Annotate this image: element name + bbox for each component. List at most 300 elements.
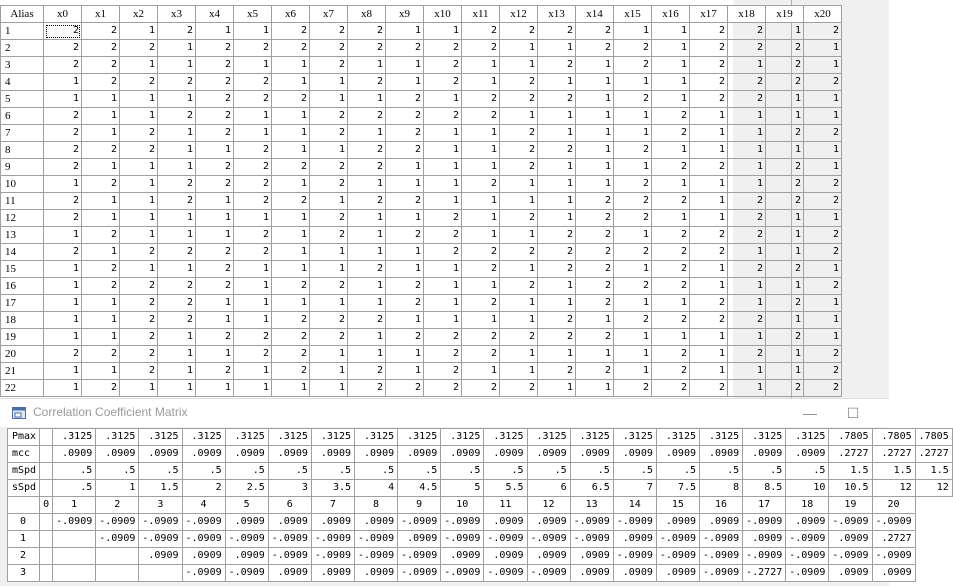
grid-cell[interactable]: 2 xyxy=(576,363,614,380)
grid-cell[interactable]: 2 xyxy=(690,74,728,91)
matrix-cell[interactable]: -.0909 xyxy=(700,548,743,565)
grid-cell[interactable]: 2 xyxy=(766,57,804,74)
grid-cell[interactable]: 1 xyxy=(728,142,766,159)
matrix-row-label[interactable]: 0 xyxy=(8,514,40,531)
grid-cell[interactable]: 2 xyxy=(196,329,234,346)
grid-cell[interactable]: 1 xyxy=(310,346,348,363)
grid-cell[interactable]: 2 xyxy=(44,108,82,125)
grid-cell[interactable]: 2 xyxy=(728,40,766,57)
grid-cell[interactable]: 1 xyxy=(424,278,462,295)
grid-cell[interactable]: 1 xyxy=(424,193,462,210)
grid-cell[interactable]: 2 xyxy=(82,40,120,57)
grid-cell[interactable]: 2 xyxy=(804,176,842,193)
stat-cell[interactable]: 4 xyxy=(355,480,398,497)
matrix-cell[interactable]: -.0909 xyxy=(182,531,225,548)
grid-cell[interactable]: 1 xyxy=(272,244,310,261)
grid-cell[interactable]: 2 xyxy=(158,312,196,329)
grid-cell[interactable]: 1 xyxy=(386,57,424,74)
grid-cell[interactable]: 1 xyxy=(424,261,462,278)
grid-cell[interactable]: 2 xyxy=(576,329,614,346)
grid-cell[interactable]: 2 xyxy=(196,261,234,278)
stat-cell[interactable]: .5 xyxy=(743,463,786,480)
grid-cell[interactable]: 2 xyxy=(82,74,120,91)
grid-cell[interactable]: 1 xyxy=(652,57,690,74)
grid-cell[interactable]: 1 xyxy=(348,176,386,193)
grid-cell[interactable]: 1 xyxy=(766,244,804,261)
grid-cell[interactable]: 2 xyxy=(386,278,424,295)
grid-cell[interactable]: 2 xyxy=(272,23,310,40)
grid-cell[interactable]: 1 xyxy=(120,193,158,210)
grid-cell[interactable]: 1 xyxy=(348,244,386,261)
grid-cell[interactable]: 1 xyxy=(690,363,728,380)
matrix-cell[interactable] xyxy=(96,548,139,565)
grid-cell[interactable]: 1 xyxy=(728,295,766,312)
grid-cell[interactable]: 1 xyxy=(348,57,386,74)
grid-cell[interactable]: 1 xyxy=(690,329,728,346)
grid-cell[interactable]: 1 xyxy=(158,210,196,227)
stat-cell[interactable]: .3125 xyxy=(484,429,527,446)
grid-cell[interactable]: 2 xyxy=(652,346,690,363)
grid-cell[interactable]: 1 xyxy=(538,278,576,295)
matrix-cell[interactable]: .0909 xyxy=(398,531,441,548)
grid-cell[interactable]: 1 xyxy=(462,227,500,244)
matrix-row-label[interactable]: 2 xyxy=(8,548,40,565)
matrix-cell[interactable]: -.0909 xyxy=(570,531,613,548)
grid-cell[interactable]: 1 xyxy=(196,227,234,244)
index-header-cell[interactable]: 0 xyxy=(40,497,53,514)
matrix-cell[interactable]: .0909 xyxy=(355,514,398,531)
grid-cell[interactable]: 2 xyxy=(272,363,310,380)
grid-cell[interactable]: 2 xyxy=(196,108,234,125)
grid-cell[interactable]: 1 xyxy=(614,329,652,346)
grid-cell[interactable]: 2 xyxy=(652,244,690,261)
grid-cell[interactable]: 1 xyxy=(652,176,690,193)
stat-cell[interactable]: .5 xyxy=(53,480,96,497)
grid-cell[interactable]: 2 xyxy=(272,159,310,176)
grid-cell[interactable]: 1 xyxy=(462,193,500,210)
stat-cell[interactable]: .3125 xyxy=(355,429,398,446)
matrix-cell[interactable] xyxy=(53,565,96,582)
grid-cell[interactable]: 1 xyxy=(804,295,842,312)
grid-cell[interactable]: 1 xyxy=(44,363,82,380)
grid-cell[interactable]: 1 xyxy=(462,278,500,295)
column-header-x17[interactable]: x17 xyxy=(690,6,728,23)
grid-cell[interactable]: 2 xyxy=(272,91,310,108)
grid-cell[interactable]: 2 xyxy=(690,57,728,74)
grid-cell[interactable]: 2 xyxy=(728,312,766,329)
grid-cell[interactable]: 2 xyxy=(424,244,462,261)
grid-cell[interactable]: 1 xyxy=(690,176,728,193)
grid-cell[interactable]: 2 xyxy=(44,40,82,57)
matrix-row-label[interactable]: 1 xyxy=(8,531,40,548)
grid-cell[interactable]: 2 xyxy=(348,142,386,159)
grid-cell[interactable]: 2 xyxy=(728,74,766,91)
grid-cell[interactable]: 1 xyxy=(310,142,348,159)
matrix-cell[interactable]: -.0909 xyxy=(96,514,139,531)
row-header[interactable]: 1 xyxy=(1,23,44,40)
grid-cell[interactable]: 2 xyxy=(386,108,424,125)
row-header[interactable]: 10 xyxy=(1,176,44,193)
matrix-cell[interactable] xyxy=(53,548,96,565)
grid-cell[interactable]: 1 xyxy=(804,40,842,57)
grid-cell[interactable]: 1 xyxy=(500,261,538,278)
grid-cell[interactable]: 1 xyxy=(462,57,500,74)
stat-row-label[interactable]: sSpd xyxy=(8,480,40,497)
grid-cell[interactable]: 1 xyxy=(44,278,82,295)
stat-cell[interactable]: .5 xyxy=(268,463,311,480)
matrix-cell[interactable]: -.0909 xyxy=(613,548,656,565)
matrix-cell[interactable]: -.0909 xyxy=(441,565,484,582)
grid-cell[interactable]: 2 xyxy=(44,159,82,176)
stat-cell[interactable]: .5 xyxy=(656,463,699,480)
grid-cell[interactable]: 1 xyxy=(538,40,576,57)
stat-cell[interactable]: .5 xyxy=(484,463,527,480)
column-header-x5[interactable]: x5 xyxy=(234,6,272,23)
grid-cell[interactable]: 1 xyxy=(766,278,804,295)
grid-cell[interactable]: 1 xyxy=(158,346,196,363)
index-header-cell[interactable]: 10 xyxy=(441,497,484,514)
grid-cell[interactable]: 2 xyxy=(424,108,462,125)
grid-cell[interactable]: 1 xyxy=(652,23,690,40)
grid-cell[interactable]: 2 xyxy=(44,57,82,74)
grid-cell[interactable]: 1 xyxy=(728,329,766,346)
grid-cell[interactable]: 2 xyxy=(158,176,196,193)
grid-cell[interactable]: 1 xyxy=(158,57,196,74)
grid-cell[interactable]: 1 xyxy=(196,142,234,159)
stat-cell[interactable]: .3125 xyxy=(700,429,743,446)
grid-cell[interactable]: 2 xyxy=(234,91,272,108)
grid-cell[interactable]: 1 xyxy=(82,329,120,346)
grid-cell[interactable]: 1 xyxy=(158,125,196,142)
matrix-cell[interactable]: -.0909 xyxy=(441,514,484,531)
stat-cell[interactable]: .7805 xyxy=(915,429,952,446)
matrix-cell[interactable] xyxy=(96,565,139,582)
row-header[interactable]: 22 xyxy=(1,380,44,397)
stat-cell[interactable]: .5 xyxy=(182,463,225,480)
grid-cell[interactable]: 2 xyxy=(500,210,538,227)
grid-cell[interactable]: 2 xyxy=(538,244,576,261)
grid-cell[interactable]: 2 xyxy=(804,278,842,295)
grid-cell[interactable]: 2 xyxy=(728,261,766,278)
grid-cell[interactable]: 1 xyxy=(462,312,500,329)
grid-cell[interactable]: 1 xyxy=(272,108,310,125)
grid-cell[interactable]: 2 xyxy=(576,40,614,57)
grid-cell[interactable]: 2 xyxy=(196,91,234,108)
stat-cell[interactable]: .3125 xyxy=(441,429,484,446)
matrix-cell[interactable]: -.0909 xyxy=(872,514,915,531)
grid-cell[interactable]: 1 xyxy=(424,125,462,142)
grid-cell[interactable]: 2 xyxy=(386,193,424,210)
stat-cell[interactable]: .0909 xyxy=(786,446,829,463)
matrix-cell[interactable]: -.0909 xyxy=(182,514,225,531)
grid-cell[interactable]: 2 xyxy=(500,74,538,91)
grid-cell[interactable]: 2 xyxy=(462,380,500,397)
column-header-x16[interactable]: x16 xyxy=(652,6,690,23)
grid-cell[interactable]: 1 xyxy=(196,210,234,227)
blank-cell[interactable] xyxy=(40,429,53,446)
grid-cell[interactable]: 1 xyxy=(386,244,424,261)
grid-cell[interactable]: 1 xyxy=(500,346,538,363)
grid-cell[interactable]: 2 xyxy=(196,176,234,193)
grid-cell[interactable]: 2 xyxy=(614,40,652,57)
grid-cell[interactable]: 2 xyxy=(766,329,804,346)
index-header-cell[interactable]: 9 xyxy=(398,497,441,514)
stat-cell[interactable]: 5.5 xyxy=(484,480,527,497)
row-header[interactable]: 9 xyxy=(1,159,44,176)
grid-cell[interactable]: 1 xyxy=(500,57,538,74)
grid-cell[interactable]: 1 xyxy=(272,261,310,278)
grid-cell[interactable]: 2 xyxy=(386,91,424,108)
matrix-cell[interactable]: -.0909 xyxy=(398,565,441,582)
grid-cell[interactable]: 1 xyxy=(728,380,766,397)
matrix-cell[interactable]: -.0909 xyxy=(96,531,139,548)
matrix-cell[interactable]: .0909 xyxy=(311,514,354,531)
grid-cell[interactable]: 2 xyxy=(386,380,424,397)
grid-cell[interactable]: 1 xyxy=(576,57,614,74)
stat-cell[interactable]: .5 xyxy=(355,463,398,480)
index-header-cell[interactable]: 13 xyxy=(570,497,613,514)
stat-row-label[interactable]: mcc xyxy=(8,446,40,463)
stat-row-label[interactable]: Pmax xyxy=(8,429,40,446)
grid-cell[interactable]: 2 xyxy=(690,312,728,329)
grid-cell[interactable]: 1 xyxy=(728,363,766,380)
grid-cell[interactable]: 1 xyxy=(120,23,158,40)
grid-cell[interactable]: 2 xyxy=(652,261,690,278)
grid-cell[interactable]: 1 xyxy=(804,91,842,108)
stat-cell[interactable]: .2727 xyxy=(829,446,872,463)
index-header-cell[interactable]: 16 xyxy=(700,497,743,514)
grid-cell[interactable]: 1 xyxy=(310,193,348,210)
stat-cell[interactable]: .0909 xyxy=(268,446,311,463)
stat-row-label[interactable]: mSpd xyxy=(8,463,40,480)
grid-cell[interactable]: 2 xyxy=(614,57,652,74)
grid-cell[interactable]: 2 xyxy=(690,40,728,57)
grid-cell[interactable]: 1 xyxy=(576,312,614,329)
column-header-x0[interactable]: x0 xyxy=(44,6,82,23)
grid-cell[interactable]: 2 xyxy=(690,295,728,312)
grid-cell[interactable]: 1 xyxy=(158,363,196,380)
grid-cell[interactable]: 2 xyxy=(766,74,804,91)
grid-cell[interactable]: 1 xyxy=(310,91,348,108)
matrix-cell[interactable]: .0909 xyxy=(225,514,268,531)
grid-cell[interactable]: 2 xyxy=(158,108,196,125)
row-header[interactable]: 4 xyxy=(1,74,44,91)
grid-cell[interactable]: 2 xyxy=(120,125,158,142)
grid-cell[interactable]: 2 xyxy=(348,312,386,329)
grid-cell[interactable]: 2 xyxy=(652,278,690,295)
grid-cell[interactable]: 2 xyxy=(500,142,538,159)
grid-cell[interactable]: 2 xyxy=(576,210,614,227)
matrix-cell[interactable] xyxy=(53,531,96,548)
grid-cell[interactable]: 1 xyxy=(272,227,310,244)
stat-cell[interactable]: 1 xyxy=(96,480,139,497)
grid-cell[interactable]: 1 xyxy=(690,278,728,295)
grid-cell[interactable]: 1 xyxy=(120,210,158,227)
grid-cell[interactable]: 1 xyxy=(158,227,196,244)
column-header-x4[interactable]: x4 xyxy=(196,6,234,23)
row-header[interactable]: 13 xyxy=(1,227,44,244)
stat-cell[interactable]: 7 xyxy=(613,480,656,497)
grid-cell[interactable]: 1 xyxy=(652,142,690,159)
row-header[interactable]: 18 xyxy=(1,312,44,329)
grid-cell[interactable]: 2 xyxy=(424,363,462,380)
grid-cell[interactable]: 2 xyxy=(310,23,348,40)
grid-cell[interactable]: 1 xyxy=(538,346,576,363)
grid-cell[interactable]: 2 xyxy=(690,23,728,40)
grid-cell[interactable]: 1 xyxy=(652,329,690,346)
matrix-cell[interactable]: -.0909 xyxy=(700,565,743,582)
row-header[interactable]: 5 xyxy=(1,91,44,108)
grid-cell[interactable]: 2 xyxy=(196,159,234,176)
grid-cell[interactable]: 1 xyxy=(576,346,614,363)
grid-cell[interactable]: 2 xyxy=(728,346,766,363)
stat-cell[interactable]: .5 xyxy=(786,463,829,480)
grid-cell[interactable]: 1 xyxy=(196,380,234,397)
grid-cell[interactable]: 1 xyxy=(44,261,82,278)
grid-cell[interactable]: 2 xyxy=(44,244,82,261)
grid-cell[interactable]: 2 xyxy=(424,40,462,57)
stat-cell[interactable]: .3125 xyxy=(570,429,613,446)
matrix-cell[interactable]: .0909 xyxy=(225,548,268,565)
matrix-cell[interactable]: -.0909 xyxy=(743,514,786,531)
column-header-x8[interactable]: x8 xyxy=(348,6,386,23)
grid-cell[interactable]: 1 xyxy=(766,23,804,40)
grid-cell[interactable]: 2 xyxy=(44,23,82,40)
grid-cell[interactable]: 1 xyxy=(44,227,82,244)
matrix-cell[interactable]: -.0909 xyxy=(398,514,441,531)
grid-cell[interactable]: 2 xyxy=(348,159,386,176)
stat-cell[interactable]: .0909 xyxy=(527,446,570,463)
grid-cell[interactable]: 1 xyxy=(462,74,500,91)
grid-cell[interactable]: 1 xyxy=(158,142,196,159)
grid-cell[interactable]: 2 xyxy=(310,159,348,176)
matrix-cell[interactable]: .0909 xyxy=(268,565,311,582)
stat-cell[interactable]: .3125 xyxy=(139,429,182,446)
grid-cell[interactable]: 2 xyxy=(272,40,310,57)
grid-cell[interactable]: 2 xyxy=(804,380,842,397)
grid-cell[interactable]: 1 xyxy=(500,363,538,380)
grid-cell[interactable]: 2 xyxy=(158,23,196,40)
stat-cell[interactable]: .5 xyxy=(96,463,139,480)
grid-cell[interactable]: 1 xyxy=(804,159,842,176)
grid-cell[interactable]: 2 xyxy=(690,159,728,176)
grid-cell[interactable]: 2 xyxy=(424,57,462,74)
grid-cell[interactable]: 2 xyxy=(348,108,386,125)
grid-cell[interactable]: 1 xyxy=(386,261,424,278)
column-header-x2[interactable]: x2 xyxy=(120,6,158,23)
grid-cell[interactable]: 1 xyxy=(234,380,272,397)
grid-cell[interactable]: 2 xyxy=(462,91,500,108)
matrix-cell[interactable]: .0909 xyxy=(139,548,182,565)
grid-cell[interactable]: 1 xyxy=(424,312,462,329)
stat-cell[interactable]: .5 xyxy=(225,463,268,480)
stat-cell[interactable]: 5 xyxy=(441,480,484,497)
grid-cell[interactable]: 2 xyxy=(120,329,158,346)
matrix-cell[interactable]: -.0909 xyxy=(398,548,441,565)
grid-cell[interactable]: 1 xyxy=(804,142,842,159)
grid-cell[interactable]: 2 xyxy=(576,278,614,295)
stat-cell[interactable]: 8 xyxy=(700,480,743,497)
grid-cell[interactable]: 2 xyxy=(82,261,120,278)
matrix-cell[interactable]: .0909 xyxy=(656,565,699,582)
grid-cell[interactable]: 2 xyxy=(120,74,158,91)
row-header[interactable]: 3 xyxy=(1,57,44,74)
grid-cell[interactable]: 1 xyxy=(120,261,158,278)
grid-cell[interactable]: 2 xyxy=(120,278,158,295)
grid-cell[interactable]: 2 xyxy=(690,380,728,397)
grid-cell[interactable]: 2 xyxy=(348,261,386,278)
grid-cell[interactable]: 1 xyxy=(690,108,728,125)
grid-cell[interactable]: 2 xyxy=(614,312,652,329)
stat-cell[interactable]: 8.5 xyxy=(743,480,786,497)
matrix-cell[interactable]: .0909 xyxy=(613,565,656,582)
matrix-cell[interactable]: -.0909 xyxy=(700,531,743,548)
grid-cell[interactable]: 2 xyxy=(614,193,652,210)
grid-cell[interactable]: 2 xyxy=(538,312,576,329)
row-header[interactable]: 6 xyxy=(1,108,44,125)
index-header-cell[interactable]: 11 xyxy=(484,497,527,514)
grid-cell[interactable]: 2 xyxy=(310,278,348,295)
column-header-x11[interactable]: x11 xyxy=(462,6,500,23)
grid-cell[interactable]: 1 xyxy=(310,363,348,380)
row-header[interactable]: 15 xyxy=(1,261,44,278)
grid-cell[interactable]: 1 xyxy=(272,57,310,74)
grid-cell[interactable]: 1 xyxy=(44,74,82,91)
grid-cell[interactable]: 1 xyxy=(386,346,424,363)
grid-cell[interactable]: 1 xyxy=(44,91,82,108)
grid-cell[interactable]: 2 xyxy=(120,40,158,57)
grid-cell[interactable]: 2 xyxy=(234,193,272,210)
matrix-cell[interactable]: -.0909 xyxy=(613,514,656,531)
grid-cell[interactable]: 2 xyxy=(234,329,272,346)
column-header-x14[interactable]: x14 xyxy=(576,6,614,23)
grid-cell[interactable]: 2 xyxy=(234,74,272,91)
grid-cell[interactable]: 2 xyxy=(82,346,120,363)
grid-cell[interactable]: 1 xyxy=(538,295,576,312)
matrix-cell[interactable]: -.0909 xyxy=(225,531,268,548)
stat-cell[interactable]: .5 xyxy=(53,463,96,480)
grid-cell[interactable]: 2 xyxy=(424,74,462,91)
index-header-cell[interactable]: 12 xyxy=(527,497,570,514)
grid-cell[interactable]: 1 xyxy=(500,108,538,125)
stat-cell[interactable]: 12 xyxy=(915,480,952,497)
grid-cell[interactable]: 1 xyxy=(804,261,842,278)
grid-cell[interactable]: 1 xyxy=(348,210,386,227)
grid-cell[interactable]: 1 xyxy=(120,380,158,397)
grid-cell[interactable]: 2 xyxy=(196,278,234,295)
matrix-cell[interactable]: -.0909 xyxy=(872,548,915,565)
matrix-cell[interactable]: -.0909 xyxy=(355,548,398,565)
grid-cell[interactable]: 1 xyxy=(538,159,576,176)
grid-cell[interactable]: 1 xyxy=(538,74,576,91)
grid-cell[interactable]: 1 xyxy=(348,346,386,363)
grid-cell[interactable]: 2 xyxy=(234,142,272,159)
grid-cell[interactable]: 1 xyxy=(82,108,120,125)
grid-cell[interactable]: 1 xyxy=(234,295,272,312)
stat-cell[interactable]: .0909 xyxy=(311,446,354,463)
row-header[interactable]: 2 xyxy=(1,40,44,57)
grid-cell[interactable]: 1 xyxy=(652,40,690,57)
grid-cell[interactable]: 2 xyxy=(196,57,234,74)
grid-cell[interactable]: 1 xyxy=(348,91,386,108)
column-header-x13[interactable]: x13 xyxy=(538,6,576,23)
grid-cell[interactable]: 2 xyxy=(462,244,500,261)
stat-cell[interactable]: .3125 xyxy=(656,429,699,446)
matrix-cell[interactable]: .0909 xyxy=(484,514,527,531)
grid-cell[interactable]: 1 xyxy=(690,142,728,159)
stat-cell[interactable]: .0909 xyxy=(484,446,527,463)
grid-cell[interactable]: 1 xyxy=(728,176,766,193)
